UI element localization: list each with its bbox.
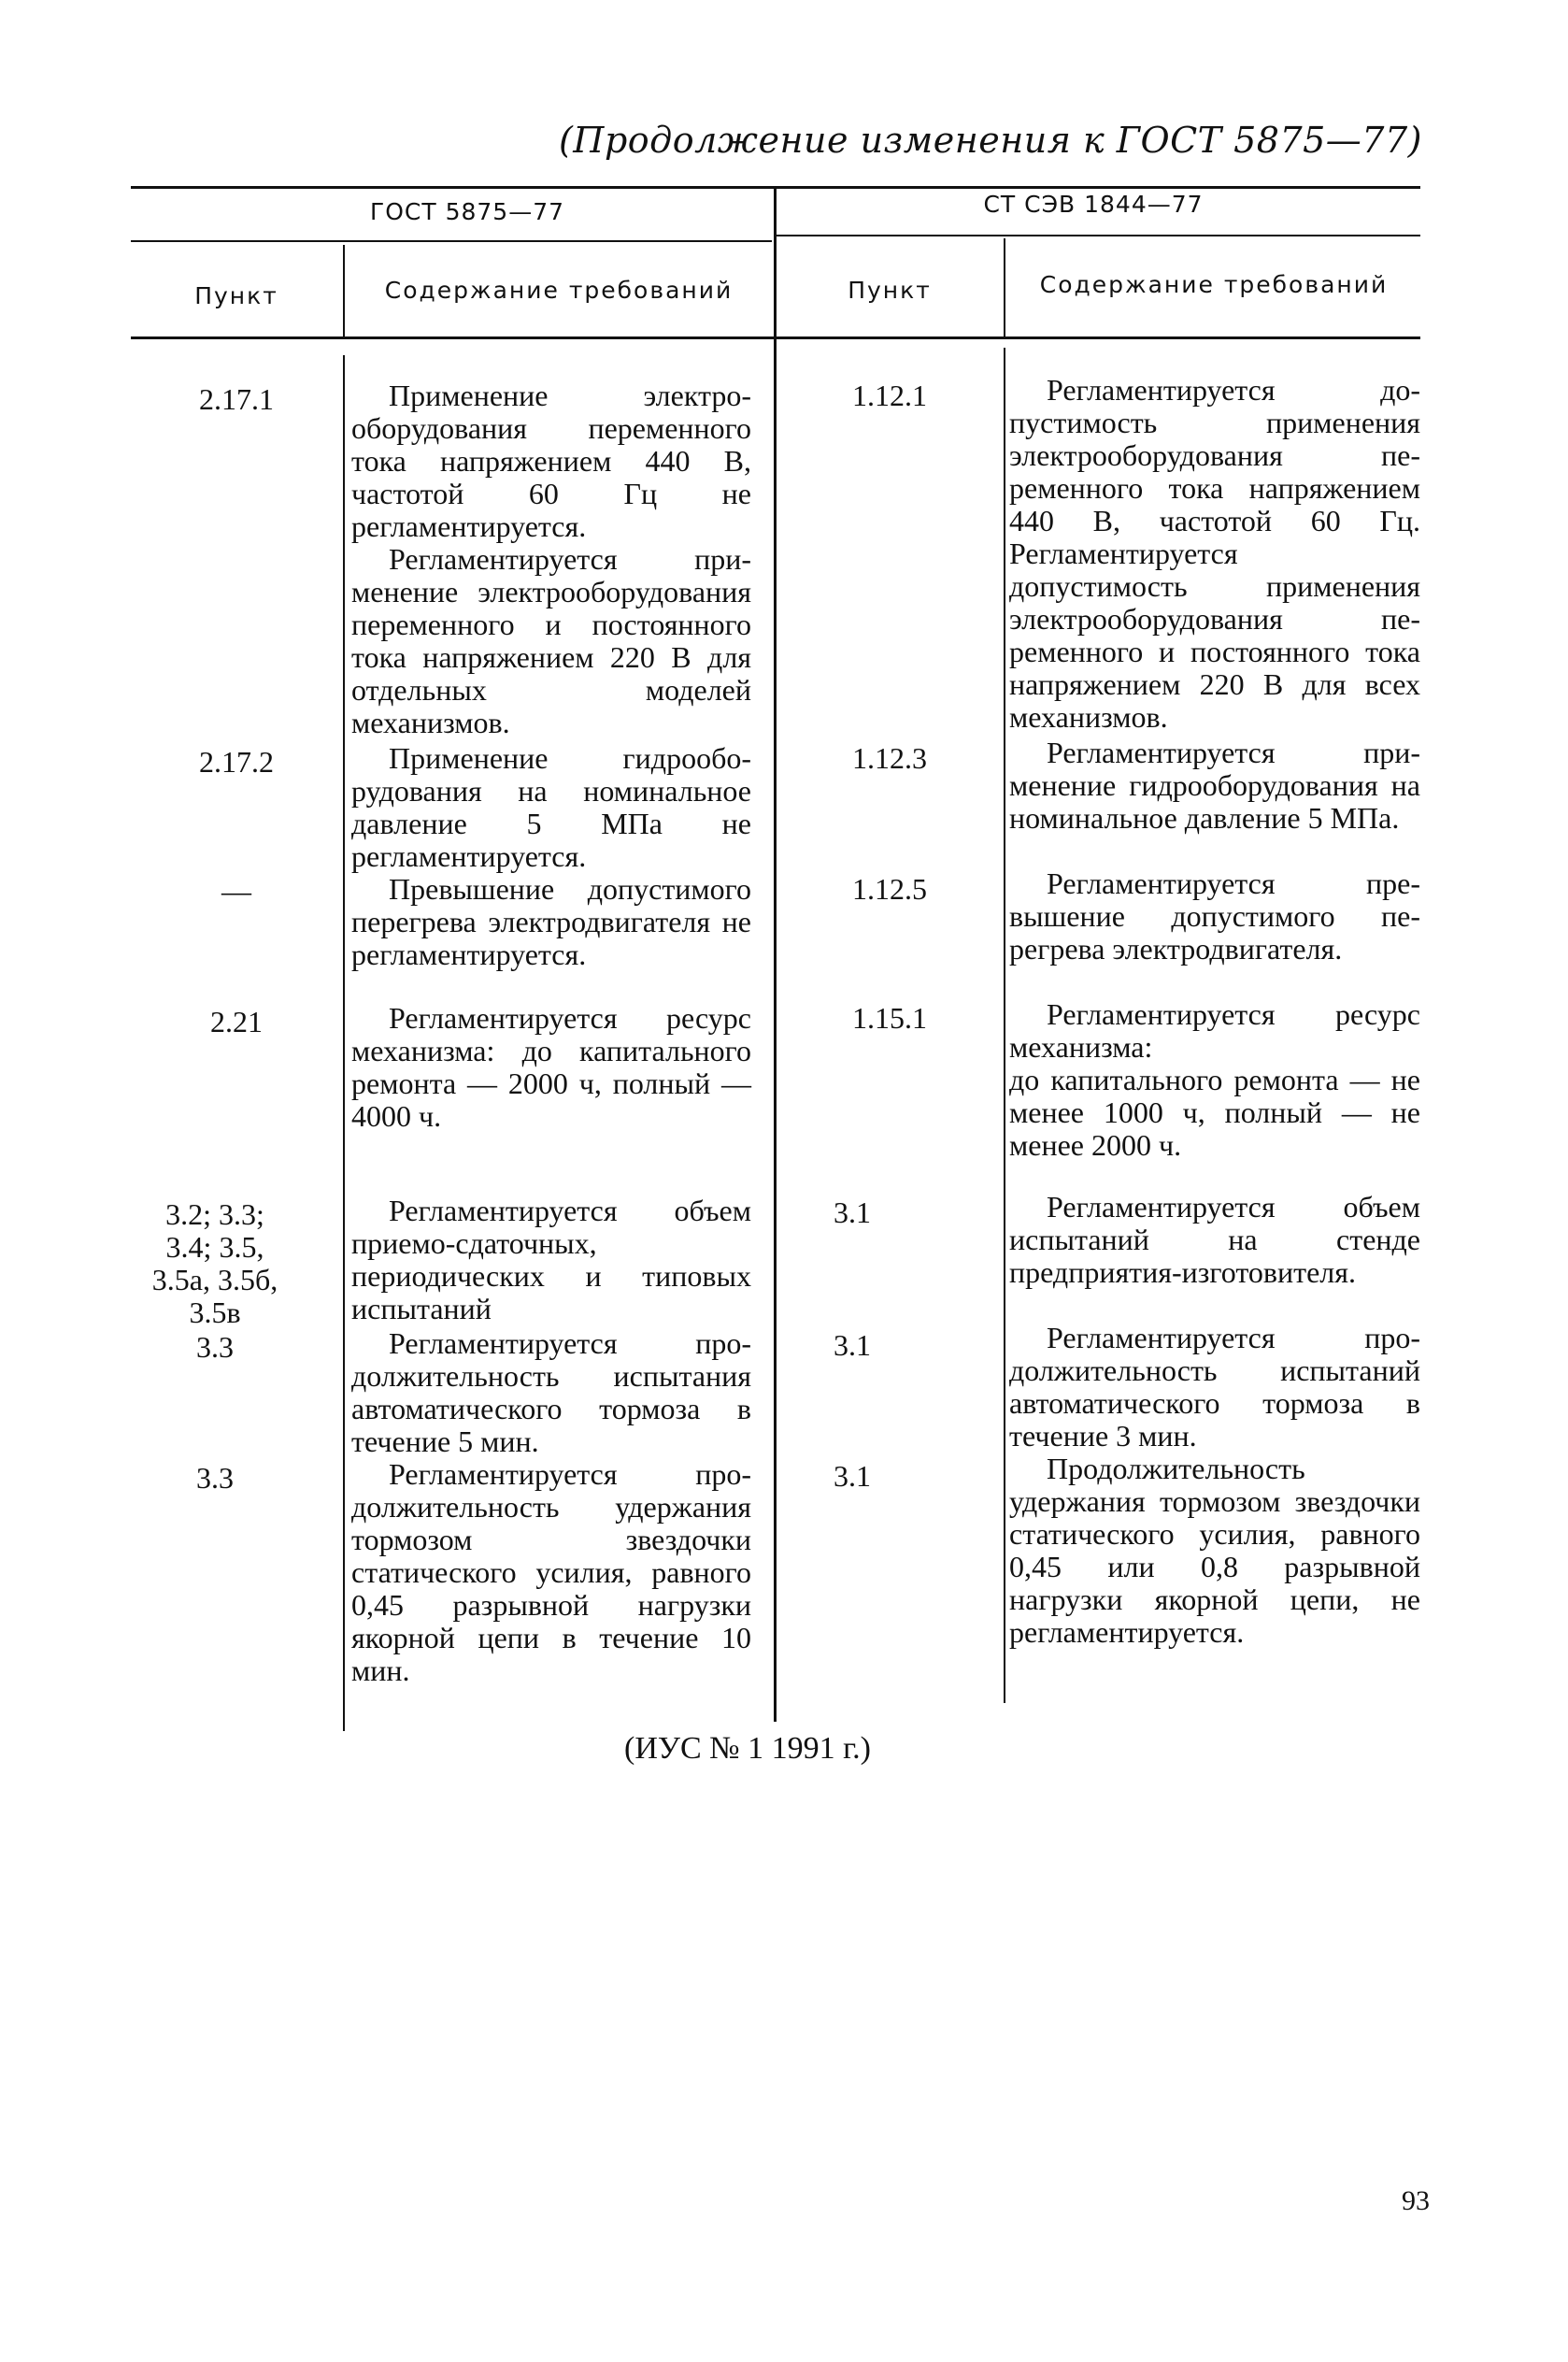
gost-point-header: Пункт: [194, 282, 278, 309]
table-row-6-gost-point: 3.3: [196, 1330, 234, 1364]
table-row-1-sev-point: 1.12.1: [852, 379, 927, 412]
sev-paragraph: Продолжительность удержания тормозом звездочки статического усилия, равного 0,45 или 0,8 разрывной нагрузки якорной цепи, не регламентируется.: [1009, 1452, 1420, 1649]
table-row-3-sev-point: 1.12.5: [852, 872, 927, 906]
table-row-4-gost-point: 2.21: [210, 1005, 263, 1038]
sev-point-header: Пункт: [848, 277, 932, 304]
gost-column-title: ГОСТ 5875—77: [369, 198, 565, 225]
gost-paragraph: Превышение допустимого перегрева электродвигателя не регламентируется.: [351, 872, 751, 971]
table-row-3-gost-point: —: [221, 874, 251, 908]
sev-paragraph: Регламентируется объем испытаний на стенде предприятия-изготовителя.: [1009, 1190, 1420, 1289]
sev-paragraph: Регламентируется применение гидрооборудования на номинальное давление 5 МПа.: [1009, 736, 1420, 835]
table-row-1-sev-text: [1009, 374, 1420, 734]
table-row-1-gost-point: 2.17.1: [199, 382, 274, 416]
table-row-5-gost-text: [351, 1195, 751, 1325]
table-row-4-sev-point: 1.15.1: [852, 1001, 927, 1035]
table-row-6-gost-text: [351, 1327, 751, 1458]
sev-paragraph: Регламентируется превышение допустимого перегрева электродвигателя.: [1009, 866, 1420, 966]
right-point-divider: [1004, 238, 1005, 336]
left-body-divider: [343, 355, 345, 1731]
gost-paragraph: Регламентируется ресурс механизма: до капитального ремонта — 2000 ч, полный — 4000 ч.: [351, 1001, 751, 1133]
title-divider-left: [131, 240, 772, 242]
table-row-2-sev-text: [1009, 737, 1420, 835]
table-row-5-sev-point: 3.1: [834, 1195, 871, 1229]
gost-paragraph: Регламентируется объем приемо-сдаточных, периодических и типовых испытаний: [351, 1194, 751, 1325]
table-row-3-gost-text: [351, 873, 751, 971]
gost-paragraph: Применение гидрооборудования на номинальное давление 5 МПа не регламентируется.: [351, 741, 751, 873]
left-point-divider: [343, 245, 345, 336]
table-row-3-sev-text: [1009, 867, 1420, 966]
right-body-divider: [1004, 348, 1005, 1703]
sev-paragraph: Регламентируется продолжительность испытаний автоматического тормоза в течение 3 мин.: [1009, 1321, 1420, 1453]
gost-paragraph: Регламентируется продолжительность удержания тормозом звездочки статического усилия, равного 0,45 разрывной нагрузки якорной цепи в течение 10 мин.: [351, 1457, 751, 1687]
gost-paragraph: Применение электрооборудования переменного тока напряжением 440 В, частотой 60 Гц не регламентируется.: [351, 379, 751, 543]
gost-paragraph: Регламентируется продолжительность испытания автоматического тормоза в течение 5 мин.: [351, 1326, 751, 1458]
table-row-6-sev-text: [1009, 1322, 1420, 1453]
sev-content-header: Содержание требований: [1039, 271, 1389, 298]
table-row-7-gost-point: 3.3: [196, 1461, 234, 1495]
sev-paragraph: Регламентируется ресурс механизма:: [1009, 997, 1420, 1064]
sev-column-title: СТ СЭВ 1844—77: [983, 191, 1204, 218]
center-divider: [774, 189, 777, 1722]
gost-paragraph: Регламентируется применение электрооборудования переменного и постоянного тока напряжением 220 В для отдельных моделей механизмов.: [351, 542, 751, 739]
table-row-2-sev-point: 1.12.3: [852, 741, 927, 775]
table-row-1-gost-text: [351, 379, 751, 739]
table-row-7-sev-text: [1009, 1453, 1420, 1649]
table-row-5-gost-point: 3.2; 3.3; 3.4; 3.5, 3.5а, 3.5б, 3.5в: [151, 1197, 278, 1329]
sev-paragraph: до капитального ремонта — не менее 1000 ч, полный — не менее 2000 ч.: [1009, 1063, 1420, 1162]
table-row-4-gost-text: [351, 1002, 751, 1133]
table-row-6-sev-point: 3.1: [834, 1328, 871, 1362]
table-row-7-sev-point: 3.1: [834, 1459, 871, 1493]
table-row-5-sev-text: [1009, 1191, 1420, 1289]
table-row-2-gost-text: [351, 742, 751, 873]
table-row-7-gost-text: [351, 1458, 751, 1687]
source-note: (ИУС № 1 1991 г.): [624, 1731, 871, 1766]
page-number: 93: [1402, 2185, 1430, 2216]
gost-content-header: Содержание требований: [384, 277, 734, 304]
sev-paragraph: Регламентируется допустимость применения электрооборудования переменного тока напряжением 440 В, частотой 60 Гц. Регламентируется допустимость применения электрооборудования переменного и постоянного тока напряжением 220 В для всех механизмов.: [1009, 373, 1420, 734]
continuation-heading: (Продолжение изменения к ГОСТ 5875—77): [558, 120, 1422, 161]
title-divider-right: [776, 235, 1420, 236]
table-row-4-sev-text: [1009, 998, 1420, 1162]
table-row-2-gost-point: 2.17.2: [199, 745, 274, 779]
